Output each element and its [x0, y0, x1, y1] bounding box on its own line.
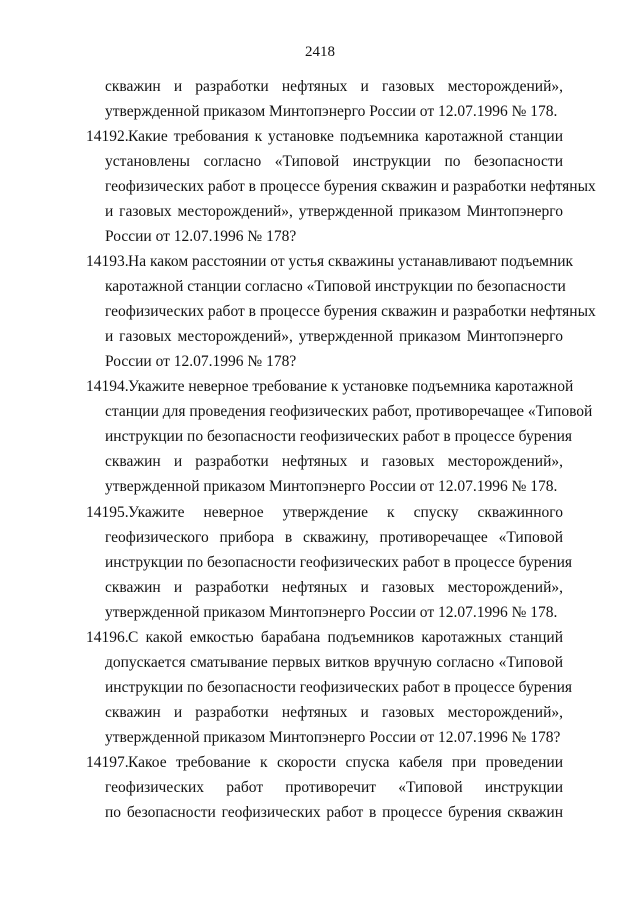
question-line: инструкции по безопасности геофизических работ в процессе бурения	[105, 679, 573, 696]
question-line: геофизических работ в процессе бурения скважин и разработки нефтяных	[105, 178, 596, 195]
page-number: 2418	[305, 44, 335, 60]
question-line: Какие требования к установке подъемника каротажной станции	[128, 128, 563, 145]
question-line: скважин и разработки нефтяных и газовых месторождений»,	[105, 579, 563, 596]
question-line: инструкции по безопасности геофизических работ в процессе бурения	[105, 554, 573, 571]
question-line: допускается сматывание первых витков вручную согласно «Типовой	[105, 654, 563, 671]
question-line: геофизического прибора в скважину, противоречащее «Типовой	[105, 529, 563, 546]
question-line: скважин и разработки нефтяных и газовых месторождений»,	[105, 704, 563, 721]
question-line: утвержденной приказом Минтопэнерго России от 12.07.1996 № 178.	[105, 604, 558, 621]
question-line: Укажите неверное требование к установке подъемника каротажной	[128, 378, 574, 395]
question-line: Какое требование к скорости спуска кабеля при проведении	[128, 754, 563, 771]
question-line: На каком расстоянии от устья скважины устанавливают подъемник	[128, 253, 574, 270]
question-line: и газовых месторождений», утвержденной приказом Минтопэнерго	[105, 203, 563, 220]
question-line: геофизических работ в процессе бурения скважин и разработки нефтяных	[105, 303, 596, 320]
intro-line: скважин и разработки нефтяных и газовых месторождений»,	[105, 78, 563, 95]
question-number: 14192.	[86, 128, 129, 145]
intro-line: утвержденной приказом Минтопэнерго России от 12.07.1996 № 178.	[105, 103, 558, 120]
question-line: скважин и разработки нефтяных и газовых месторождений»,	[105, 453, 563, 470]
question-line: каротажной станции согласно «Типовой инструкции по безопасности	[105, 278, 566, 295]
question-line: утвержденной приказом Минтопэнерго России от 12.07.1996 № 178?	[105, 729, 561, 746]
question-line: утвержденной приказом Минтопэнерго России от 12.07.1996 № 178.	[105, 478, 558, 495]
question-line: С какой емкостью барабана подъемников каротажных станций	[128, 629, 563, 646]
question-line: России от 12.07.1996 № 178?	[105, 228, 297, 245]
question-number: 14196.	[86, 629, 129, 646]
question-line: геофизических работ противоречит «Типовой инструкции	[105, 779, 563, 796]
question-number: 14197.	[86, 754, 129, 771]
question-line: Укажите неверное утверждение к спуску скважинного	[128, 504, 563, 521]
question-line: установлены согласно «Типовой инструкции по безопасности	[105, 153, 563, 170]
question-number: 14195.	[86, 504, 129, 521]
question-number: 14194.	[86, 378, 129, 395]
question-line: станции для проведения геофизических работ, противоречащее «Типовой	[105, 403, 593, 420]
question-number: 14193.	[86, 253, 129, 270]
question-line: инструкции по безопасности геофизических работ в процессе бурения	[105, 428, 573, 445]
question-line: России от 12.07.1996 № 178?	[105, 353, 297, 370]
question-line: по безопасности геофизических работ в процессе бурения скважин	[105, 804, 563, 821]
question-line: и газовых месторождений», утвержденной приказом Минтопэнерго	[105, 328, 563, 345]
